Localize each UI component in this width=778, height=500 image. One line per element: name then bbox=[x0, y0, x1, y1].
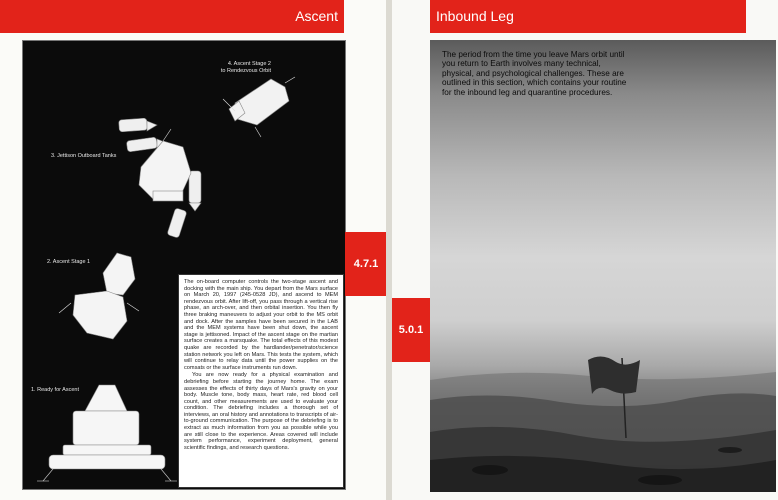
left-page bbox=[0, 0, 386, 500]
ascent-stage-2-drawing bbox=[223, 77, 295, 137]
label-ready-for-ascent: 1. Ready for Ascent bbox=[31, 387, 79, 393]
section-tab-4-7-1: 4.7.1 bbox=[345, 232, 387, 296]
label-ascent-stage-2 bbox=[171, 61, 271, 74]
label-line: 4. Ascent Stage 2 bbox=[227, 61, 271, 67]
ascent-text-box bbox=[178, 274, 344, 488]
label-ascent-stage-1: 2. Ascent Stage 1 bbox=[47, 259, 91, 265]
ascent-paragraph-1: The on-board computer controls the two-stage ascent and docking with the main ship. You depart from the Mars surface on March 20, 1997 (245-0528 JD), and ascend to MEM rendezvous orbit. After lift-off, you pass through a vertical rise phase, an arch-over, and then orbital insertion. You then fly three braking maneuvers to adjust your orbit to the MS orbit and dock. After the samples have been secured in the LAB and the MEM systems have been shut down, the ascent stage is jettisoned. Impact of the ascent stage on the martian surface creates a marsquake. The total effects of this modest quake are recorded by the hardlander/penetrator/science station network you left on Mars. This tests the system, which will continue to relay data until the power supplies on the comsats or the surface instruments run down. bbox=[184, 279, 338, 371]
landscape-drawing bbox=[430, 40, 776, 492]
ascent-paragraph-2: You are now ready for a physical examination and debriefing before starting the journey home. The exam assesses the effects of thirty days of Mars's gravity on your body. Muscle tone, body mass, heart rate, red blood cell count, and other measurements are used to evaluate your condition. The debriefing includes a thorough set of interviews, an oral history and annotations to transcripts of air-to-ground communication. The purpose of the debriefing is to extract as much information from you as possible while you are still close to the experience. Areas covered will include system performance, experiment deployment, general scientific findings, and research questions. bbox=[184, 372, 338, 451]
right-page bbox=[392, 0, 778, 500]
inbound-leg-intro-text: The period from the time you leave Mars orbit until you return to Earth involves many technical, physical, and psychological challenges. These are outlined in this section, which contains your routine for the inbound leg and quarantine procedures. bbox=[442, 50, 627, 97]
section-tab-5-0-1: 5.0.1 bbox=[392, 298, 430, 362]
label-line: to Rendezvous Orbit bbox=[220, 67, 271, 74]
section-header-ascent: Ascent bbox=[0, 0, 344, 33]
lander-ready-drawing bbox=[37, 385, 177, 481]
mars-landscape-photo bbox=[430, 40, 776, 492]
ascent-stage-1-drawing bbox=[59, 253, 139, 339]
label-jettison-tanks: 3. Jettison Outboard Tanks bbox=[51, 153, 117, 159]
section-header-inbound-leg: Inbound Leg bbox=[430, 0, 746, 33]
